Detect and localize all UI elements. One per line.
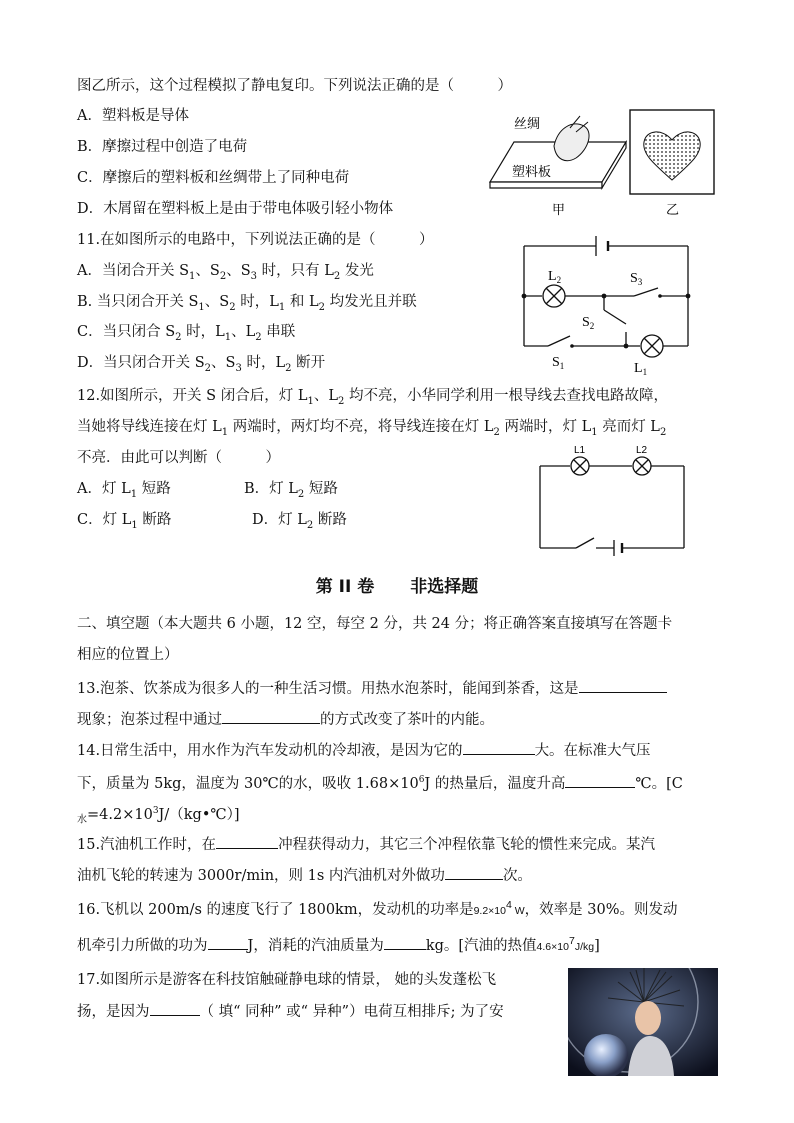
q10-figure <box>484 106 724 228</box>
q11-option-c: C．当只闭合 $S_2$ 时，$L_1$、$L_2$ 串联 <box>77 324 296 343</box>
label-L1: $L_1$ <box>634 361 648 377</box>
q14-blank-2[interactable] <box>565 772 635 788</box>
q12-option-c: C．灯 $L_1$ 断路 <box>77 512 172 531</box>
q13-blank-2[interactable] <box>222 708 320 724</box>
heart-diagram <box>630 110 714 218</box>
label-S1: $S_1$ <box>552 355 565 371</box>
label-L1: L1 <box>574 445 586 456</box>
label-S3: $S_3$ <box>630 271 643 287</box>
q10-option-b: B．摩擦过程中创造了电荷 <box>77 139 248 155</box>
q14-line-2: 下，质量为 5kg，温度为 30℃的水，吸收 $1.68\times 10^6J$ 的热量后，温度升高 ℃。[C <box>77 770 683 794</box>
q12-option-b: B．灯 $L_2$ 短路 <box>244 481 338 500</box>
q12-circuit-diagram <box>534 442 694 560</box>
q15-blank-2[interactable] <box>445 864 503 880</box>
q11-option-b: B. 当只闭合开关 $S_1$、$S_2$ 时，$L_1$ 和 $L_2$ 均发光且并联 <box>77 294 417 313</box>
q11-option-d: D．当只闭合开关 $S_2$、$S_3$ 时，$L_2$ 断开 <box>77 355 326 374</box>
q15-blank-1[interactable] <box>216 833 278 849</box>
q16-blank-2[interactable] <box>384 934 426 950</box>
q16-line-2: 机牵引力所做的功为 J，消耗的汽油质量为 kg。[汽油的热值$4.6\times 10^7J/kg$] <box>77 935 600 954</box>
silk-label: 丝绸 <box>514 117 541 132</box>
q11-circuit-diagram <box>512 232 698 380</box>
section-heading <box>0 572 794 597</box>
q12-option-d: D．灯 $L_2$ 断路 <box>252 512 347 531</box>
jia-label: 甲 <box>552 203 566 218</box>
q14-line-1: 14.日常生活中，用水作为汽车发动机的冷却液，是因为它的 大。在标准大气压 <box>77 739 651 761</box>
q12-line-1: 12.如图所示，开关 S 闭合后，灯 $L_1$、$L_2$ 均不亮，小华同学利用一根导线去查找电路故障， <box>77 388 668 407</box>
static-ball-photo <box>568 968 718 1076</box>
section-volume: 第 II 卷 <box>315 577 375 597</box>
q12-line-3: 不亮．由此可以判断（ ） <box>77 450 280 466</box>
q10-stem-tail: 图乙所示，这个过程模拟了静电复印。下列说法正确的是（ ） <box>77 78 512 94</box>
section-title: 非选择题 <box>410 577 479 597</box>
q14-line-3: $_水=4.2\times 10^3J/(kg•℃)$] <box>77 806 240 826</box>
q10-option-d: D．木屑留在塑料板上是由于带电体吸引轻小物体 <box>77 201 394 217</box>
q14-blank-1[interactable] <box>463 739 535 755</box>
board-label: 塑料板 <box>512 165 552 180</box>
label-S2: $S_2$ <box>582 315 595 331</box>
q16-blank-1[interactable] <box>208 934 248 950</box>
yi-label: 乙 <box>666 203 680 218</box>
part2-instruction-1: 二、填空题（本大题共 6 小题，12 空，每空 2 分，共 24 分；将正确答案直接填写在答题卡 <box>77 616 673 632</box>
q10-option-a: A．塑料板是导体 <box>77 108 189 124</box>
q12-line-2: 当她将导线连接在灯 $L_1$ 两端时，两灯均不亮，将导线连接在灯 $L_2$ 两端时，灯 $L_1$ 亮而灯 $L_2$ <box>77 419 667 438</box>
q15-line-1: 15.汽油机工作时，在 冲程获得动力，其它三个冲程依靠飞轮的惯性来完成。某汽 <box>77 833 655 855</box>
label-L2: $L_2$ <box>548 269 562 285</box>
q16-line-1: 16.飞机以 200m/s 的速度飞行了 1800km，发动机的功率是$9.2\times 10^4$ W，效率是 30%。则发动 <box>77 899 678 918</box>
q15-line-2: 油机飞轮的转速为 3000r/min，则 1s 内汽油机对外做功 次。 <box>77 864 532 886</box>
label-L2: L2 <box>636 445 648 456</box>
q13-line-2: 现象；泡茶过程中通过 的方式改变了茶叶的内能。 <box>77 708 494 730</box>
q17-line-2: 扬，是因为 （ 填“ 同种” 或“ 异种”）电荷互相排斥; 为了安 <box>77 1000 504 1022</box>
q13-line-1: 13.泡茶、饮茶成为很多人的一种生活习惯。用热水泡茶时，能闻到茶香，这是 <box>77 677 667 699</box>
q17-line-1: 17.如图所示是游客在科技馆触碰静电球的情景， 她的头发蓬松飞 <box>77 972 497 988</box>
q12-option-a: A．灯 $L_1$ 短路 <box>77 481 171 500</box>
q11-option-a: A．当闭合开关 $S_1$、$S_2$、$S_3$ 时，只有 $L_2$ 发光 <box>77 263 374 282</box>
q13-blank-1[interactable] <box>579 677 667 693</box>
q10-option-c: C．摩擦后的塑料板和丝绸带上了同种电荷 <box>77 170 350 186</box>
part2-instruction-2: 相应的位置上） <box>77 647 179 663</box>
plastic-board-diagram <box>490 116 626 218</box>
q11-stem: 11.在如图所示的电路中，下列说法正确的是（ ） <box>77 232 434 248</box>
q17-blank-1[interactable] <box>150 1000 200 1016</box>
